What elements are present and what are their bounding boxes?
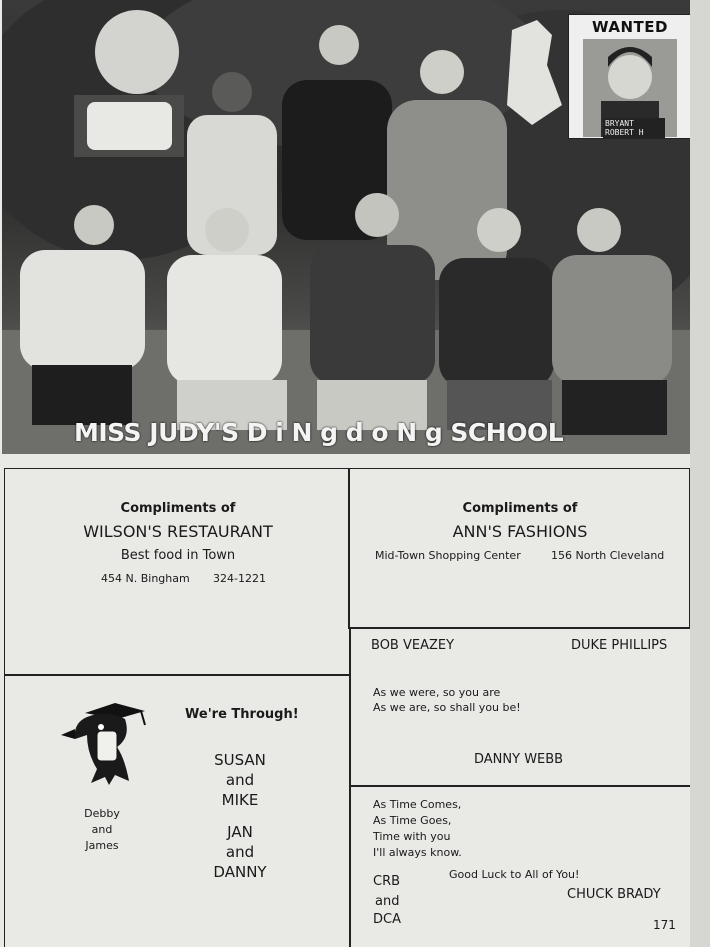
brady-initials-1: CRB xyxy=(373,874,401,889)
ad-were-through xyxy=(4,674,350,947)
ann-location: Mid-Town Shopping Center xyxy=(375,549,521,562)
webb-name: DANNY WEBB xyxy=(474,752,564,767)
through-signer-2: and xyxy=(91,823,113,836)
wanted-heading: WANTED xyxy=(592,18,668,36)
ann-compliments: Compliments of xyxy=(462,501,578,516)
wanted-name-plate xyxy=(603,118,665,138)
ann-address: 156 North Cleveland xyxy=(551,549,665,562)
through-name-3: MIKE xyxy=(221,791,259,809)
brady-verse-1: As Time Comes, xyxy=(373,798,462,811)
wanted-poster xyxy=(568,14,690,139)
brady-good-luck: Good Luck to All of You! xyxy=(449,868,580,881)
ad-anns-fashions xyxy=(348,468,690,629)
brady-verse-3: Time with you xyxy=(373,830,451,843)
page-edge xyxy=(690,0,710,947)
group-photo xyxy=(2,0,690,454)
wilson-address: 454 N. Bingham xyxy=(101,572,190,585)
veazey-verse-line2: As we are, so shall you be! xyxy=(373,701,521,714)
brady-verse-4: I'll always know. xyxy=(373,846,462,859)
page-number: 171 xyxy=(653,918,676,932)
wilson-tagline: Best food in Town xyxy=(120,548,236,563)
through-name-4: JAN xyxy=(227,823,253,841)
eagle-mascot-icon xyxy=(57,683,157,793)
through-name-2: and xyxy=(225,771,255,789)
wanted-name-line1: BRYANT xyxy=(605,119,634,128)
through-name-5: and xyxy=(225,843,255,861)
through-signer-3: James xyxy=(85,839,119,852)
veazey-verse-line1: As we were, so you are xyxy=(373,686,501,699)
wanted-name-line2: ROBERT H xyxy=(605,128,644,137)
phillips-name: DUKE PHILLIPS xyxy=(571,638,668,653)
wilson-phone: 324-1221 xyxy=(213,572,266,585)
brady-name: CHUCK BRADY xyxy=(567,887,661,902)
through-name-6: DANNY xyxy=(213,863,267,881)
through-signer-1: Debby xyxy=(84,807,120,820)
brady-verse-2: As Time Goes, xyxy=(373,814,452,827)
brady-initials-3: DCA xyxy=(373,912,401,927)
ad-wilsons-restaurant xyxy=(4,468,350,676)
brady-initials-2: and xyxy=(375,894,400,909)
through-name-1: SUSAN xyxy=(214,751,266,769)
photo-caption: MISS JUDY'S D i N g d o N g SCHOOL xyxy=(74,418,564,447)
ad-chuck-brady xyxy=(350,785,690,947)
veazey-name: BOB VEAZEY xyxy=(371,638,455,653)
ann-name: ANN'S FASHIONS xyxy=(452,522,588,541)
wilson-name: WILSON'S RESTAURANT xyxy=(83,522,273,541)
wilson-compliments: Compliments of xyxy=(120,501,236,516)
through-heading: We're Through! xyxy=(185,707,299,722)
ad-veazey-phillips-webb xyxy=(350,627,690,787)
